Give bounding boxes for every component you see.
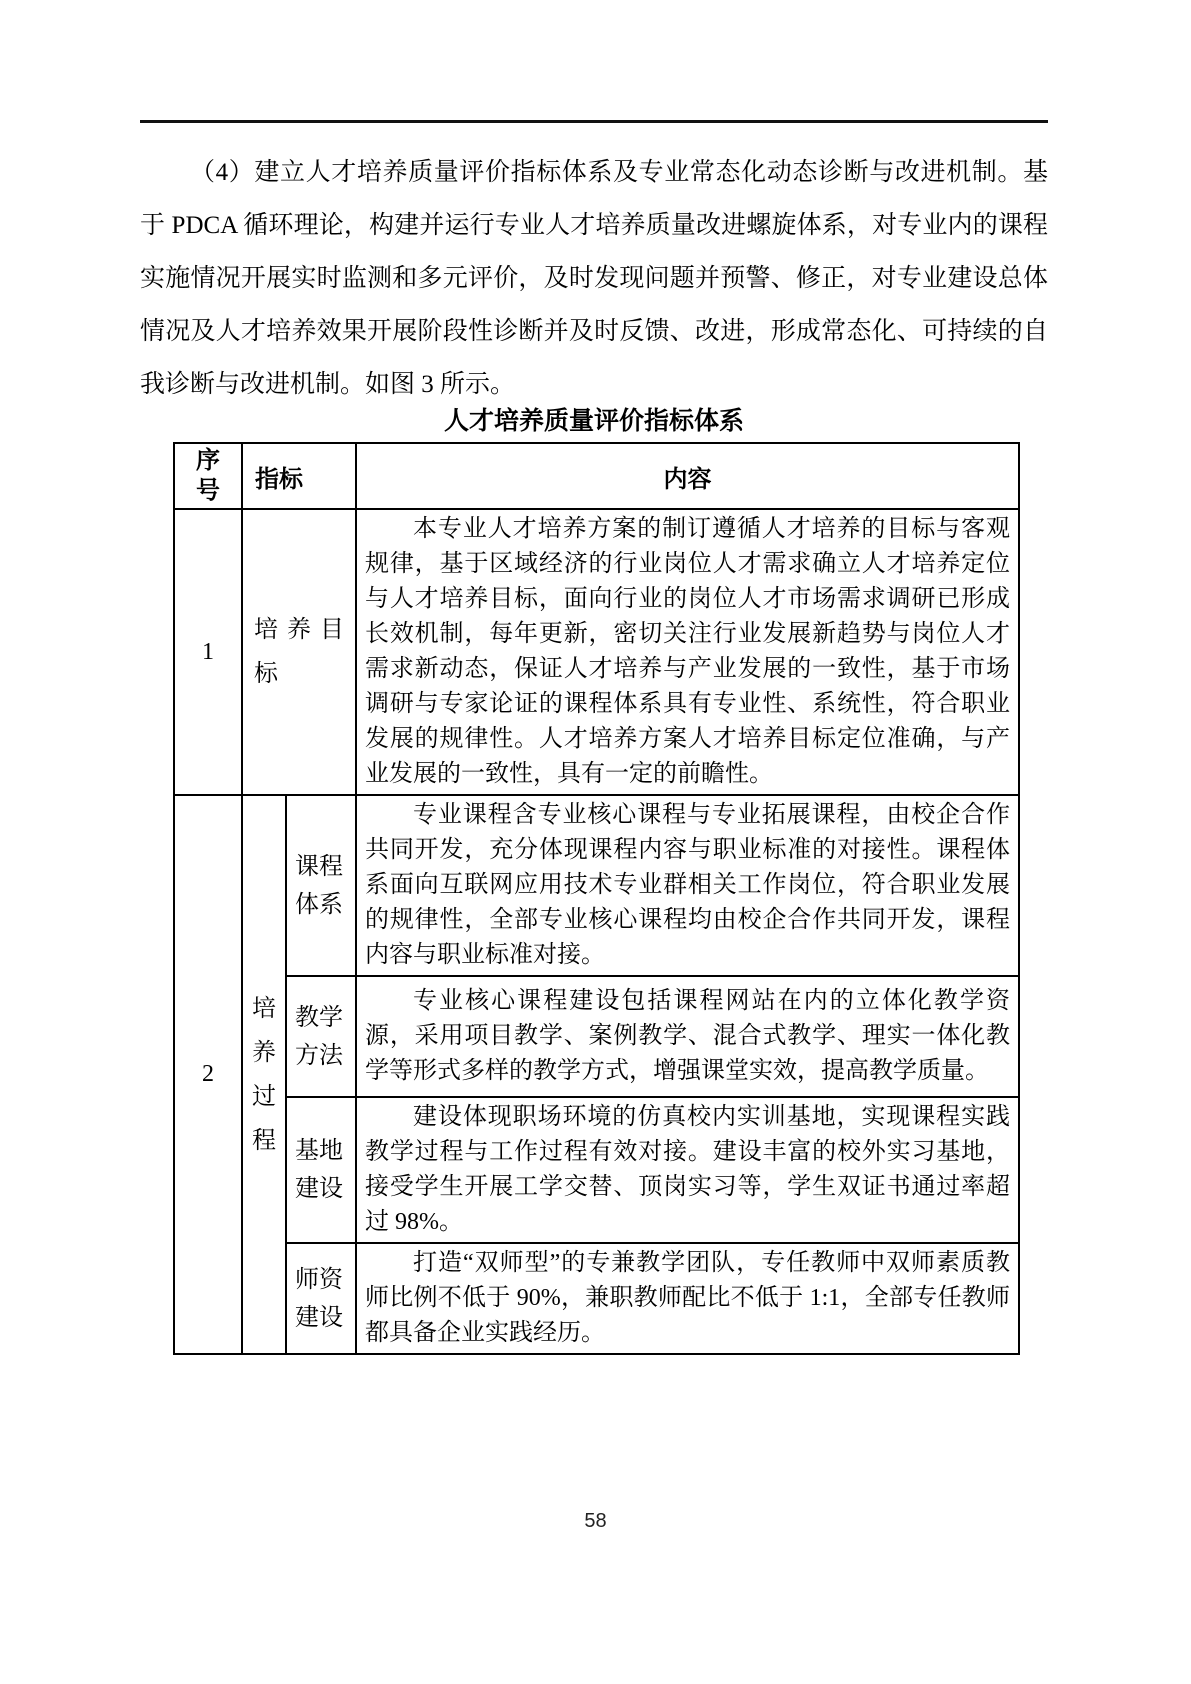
content-cell-teaching-method: 专业核心课程建设包括课程网站在内的立体化教学资源，采用项目教学、案例教学、混合式教学、理实一体化教学等形式多样的教学方式，增强课堂实效，提高教学质量。 xyxy=(356,976,1019,1097)
content-cell-teacher-team: 打造“双师型”的专兼教学团队，专任教师中双师素质教师比例不低于 90%，兼职教师配比不低于 1:1，全部专任教师都具备企业实践经历。 xyxy=(356,1243,1019,1354)
table-row-teaching-method xyxy=(174,976,1019,1097)
page-number: 58 xyxy=(584,1510,607,1532)
sub-indicator-cell-teaching-method: 教学方法 xyxy=(286,976,356,1097)
index-cell: 1 xyxy=(174,509,242,795)
sub-indicator-cell-course-system: 课程体系 xyxy=(286,795,356,976)
table-row-training-target xyxy=(174,509,1019,795)
content-cell-course-system: 专业课程含专业核心课程与专业拓展课程，由校企合作共同开发，充分体现课程内容与职业标准的对接性。课程体系面向互联网应用技术专业群相关工作岗位，符合职业发展的规律性，全部专业核心课程均由校企合作共同开发，课程内容与职业标准对接。 xyxy=(356,795,1019,976)
evaluation-table xyxy=(173,442,1020,1355)
table-header-row xyxy=(174,443,1019,509)
header-cell-content: 内容 xyxy=(356,443,1019,509)
indicator-cell-training-process: 培养过程 xyxy=(242,795,286,1354)
table-row-base-construction xyxy=(174,1097,1019,1243)
table-row-teacher-team xyxy=(174,1243,1019,1354)
index-cell: 2 xyxy=(174,795,242,1354)
content-cell-training-target: 本专业人才培养方案的制订遵循人才培养的目标与客观规律，基于区域经济的行业岗位人才需求确立人才培养定位与人才培养目标，面向行业的岗位人才市场需求调研已形成长效机制，每年更新，密切关注行业发展新趋势与岗位人才需求新动态，保证人才培养与产业发展的一致性，基于市场调研与专家论证的课程体系具有专业性、系统性，符合职业发展的规律性。人才培养方案人才培养目标定位准确，与产业发展的一致性，具有一定的前瞻性。 xyxy=(356,509,1019,795)
indicator-cell-training-target: 培养目标 xyxy=(242,509,356,795)
header-cell-indicator: 指标 xyxy=(242,443,356,509)
body-paragraph: （4）建立人才培养质量评价指标体系及专业常态化动态诊断与改进机制。基于 PDCA 循环理论，构建并运行专业人才培养质量改进螺旋体系，对专业内的课程实施情况开展实时监测和多元评价，及时发现问题并预警、修正，对专业建设总体情况及人才培养效果开展阶段性诊断并及时反馈、改进，形成常态化、可持续的自我诊断与改进机制。如图 3 所示。 xyxy=(140,159,1048,398)
sub-indicator-cell-teacher-team: 师资建设 xyxy=(286,1243,356,1354)
table-title: 人才培养质量评价指标体系 xyxy=(443,408,744,435)
sub-indicator-cell-base-construction: 基地建设 xyxy=(286,1097,356,1243)
table-row-course-system xyxy=(174,795,1019,976)
header-rule xyxy=(140,120,1048,123)
content-cell-base-construction: 建设体现职场环境的仿真校内实训基地，实现课程实践教学过程与工作过程有效对接。建设丰富的校外实习基地，接受学生开展工学交替、顶岗实习等，学生双证书通过率超过 98%。 xyxy=(356,1097,1019,1243)
header-cell-index: 序号 xyxy=(174,443,242,509)
